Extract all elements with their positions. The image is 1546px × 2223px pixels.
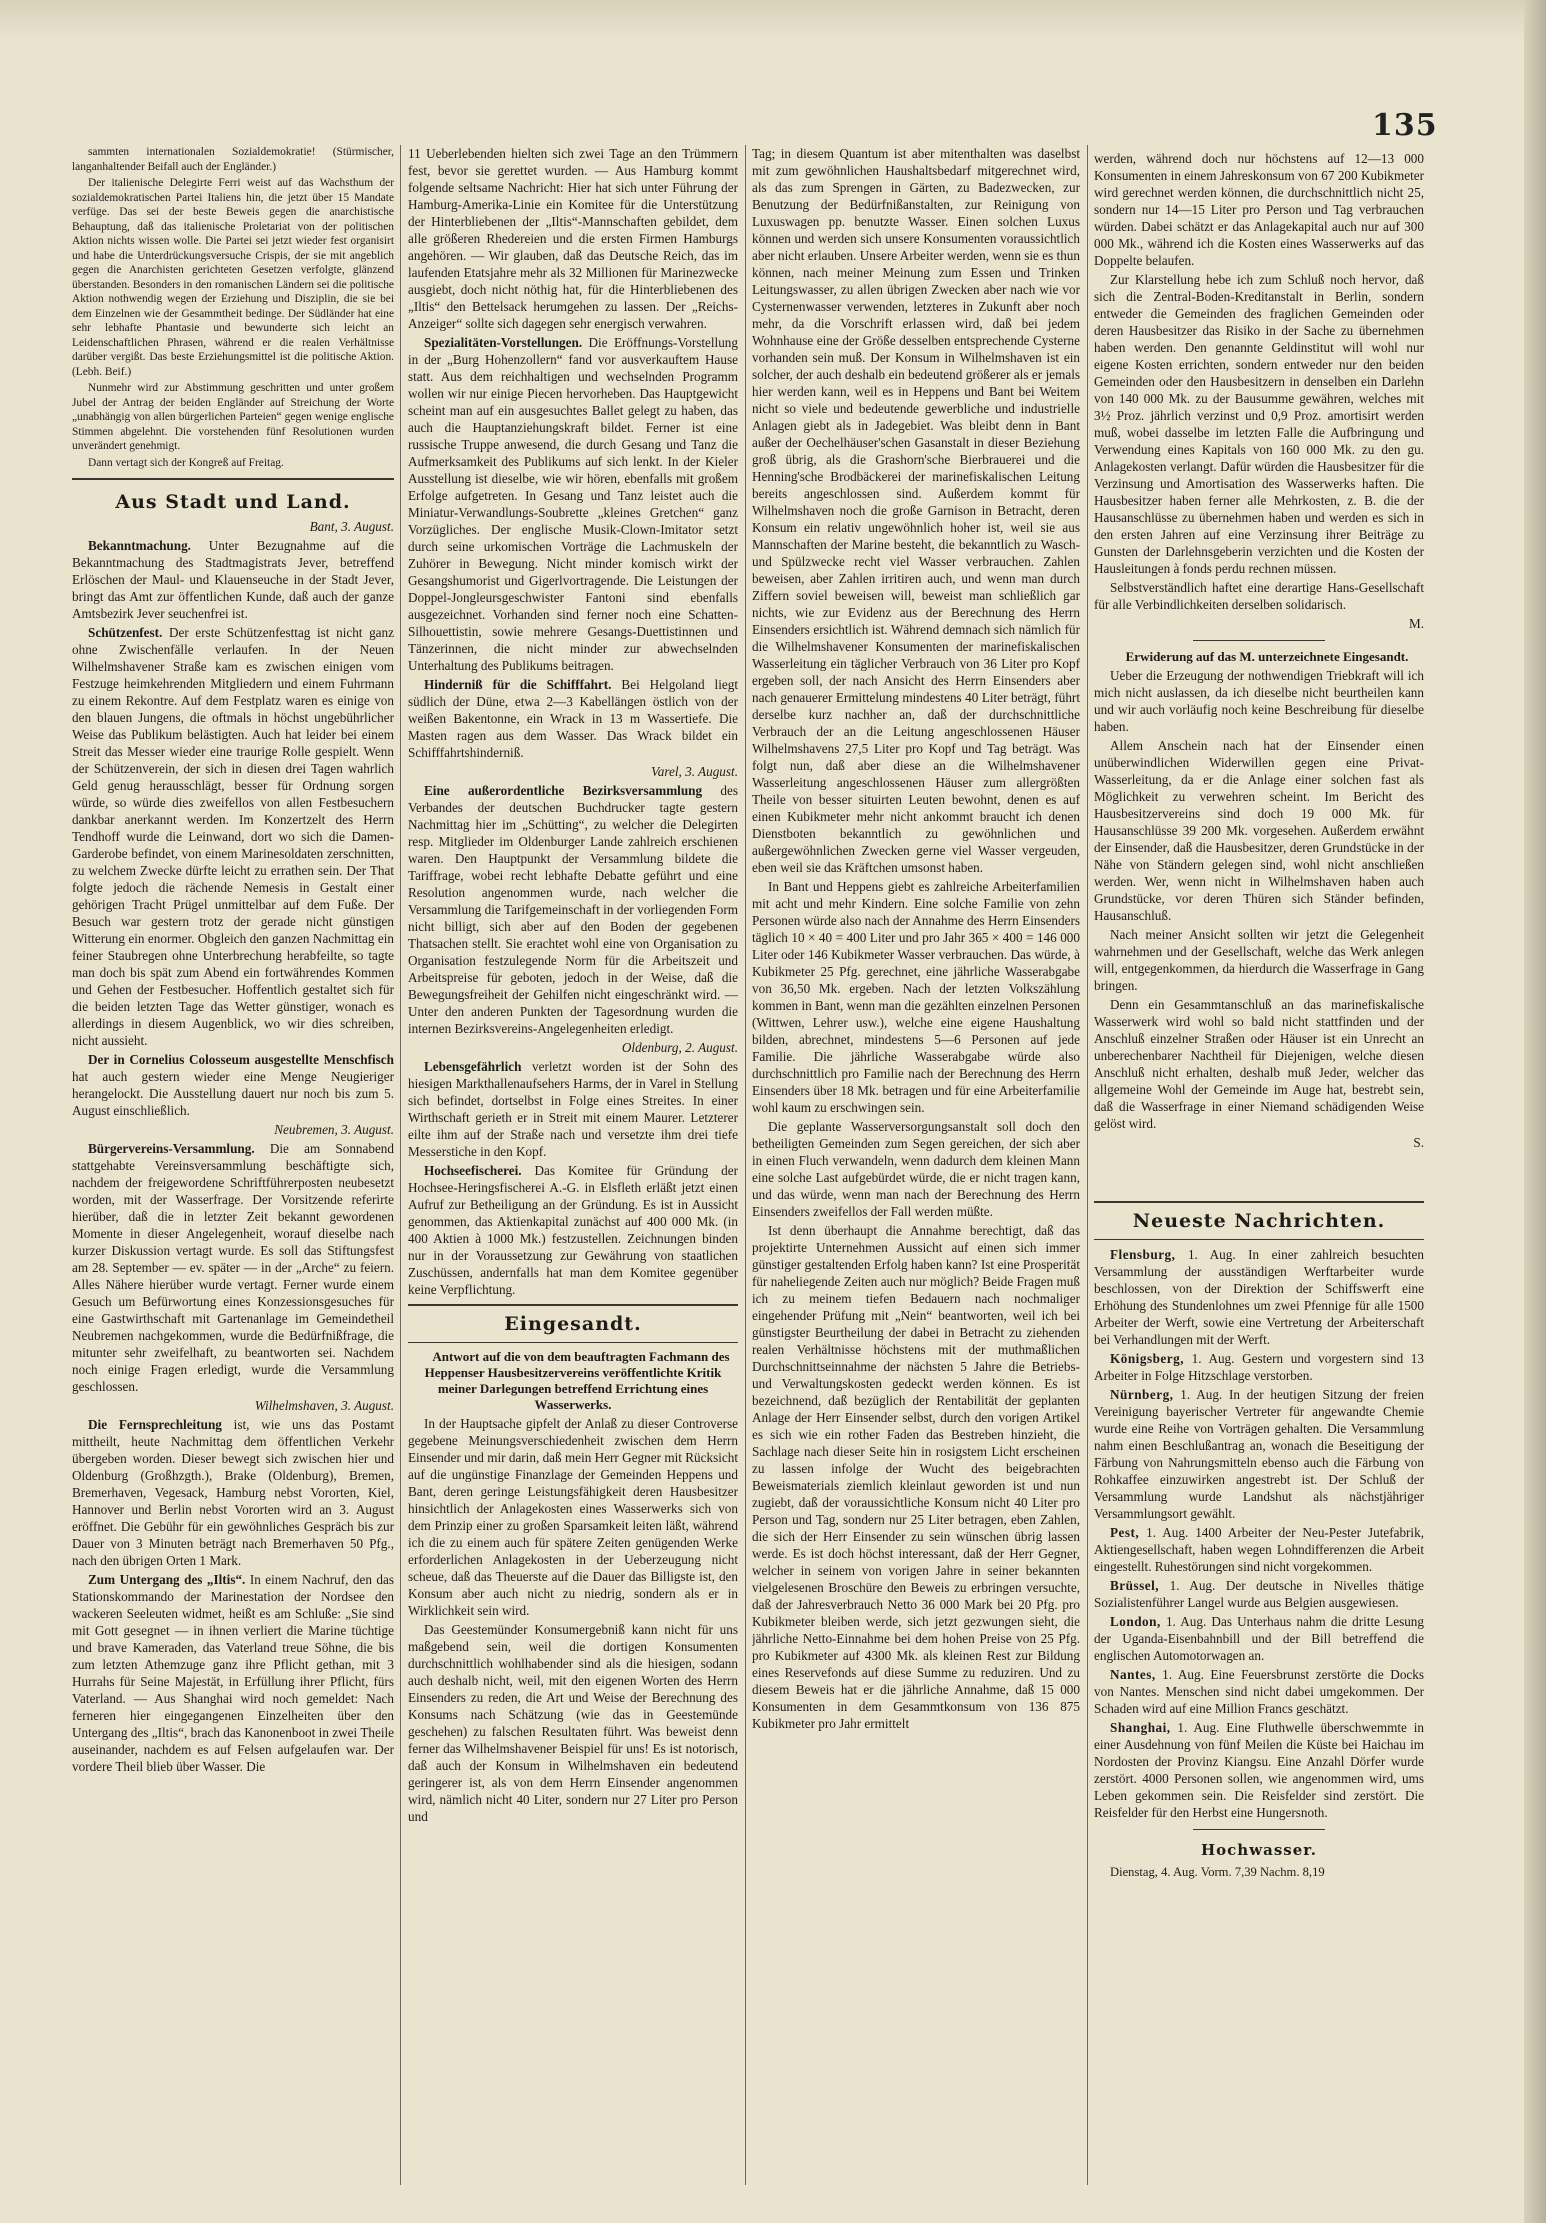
article-paragraph: Dann vertagt sich der Kongreß auf Freitag. [88,456,284,469]
page-edge-top [0,0,1546,40]
article-paragraph: Spezialitäten-Vorstellungen. Die Eröffnungs-Vorstellung in der „Burg Hohenzollern“ fand vor ausverkauftem Hause statt. Aus dem reichhaltigen und wechselnden Programm wollen wir nur einige Piecen hervorheben. Das Hauptgewicht scheint man auf ein ausgesuchtes Ballet gelegt zu haben, das auch die Hauptanziehungskraft bildet. Ferner ist eine russische Truppe anwesend, die durch Gesang und Tanz die Aufmerksamkeit des Publikums auf sich lenkt. In der Kieler Ausstellung ist dieselbe, wie wir hören, ebenfalls mit großem Erfolge aufgetreten. In Gesang und Tanz leistet auch die Miniatur-Verwandlungs-Soubrette „kleines Gretchen“ ganz Vorzügliches. Der englische Musik-Clown-Imitator setzt durch seine urkomischen Vorträge die Lachmuskeln der Zuhörer in Bewegung. Nicht minder komisch wirkt der Gesangshumorist und Gigerlvortragende. Die Leistungen der Doppel-Jongleursgeschwister Fantoni sind ebenfalls ausgezeichnet. Vorhanden sind ferner noch eine Schatten-Silhouettistin, sowie mehrere Gesangs-Duettistinnen und Tänzerinnen, die nicht minder zur abwechselnden Unterhaltung des Publikums beitragen. [408,335,738,673]
article-paragraph: Hinderniß für die Schifffahrt. Bei Helgoland liegt südlich der Düne, etwa 2—3 Kabellängen östlich von der weißen Bakentonne, ein Wrack in 13 m Wassertiefe. Die Masten ragen aus dem Wasser. Das Wrack bildet ein Schifffahrtshinderniß. [408,677,738,760]
news-location: Königsberg, [1110,1351,1185,1366]
article-paragraph: Nunmehr wird zur Abstimmung geschritten und unter großem Jubel der Antrag der beiden Engländer auf Streichung der Worte „unabhängig von allen bürgerlichen Parteien“ gegen wenige englische Stimmen abgelehnt. Die vorstehenden fünf Resolutionen wurden unverändert genehmigt. [72,382,394,452]
article-paragraph: Der in Cornelius Colosseum ausgestellte Menschfisch hat auch gestern wieder eine Menge Neugieriger herangelockt. Die Ausstellung dauert nur noch bis zum 5. August einschließlich. [72,1052,394,1118]
article-paragraph: Schützenfest. Der erste Schützenfesttag ist nicht ganz ohne Zwischenfälle verlaufen. In der Neuen Wilhelmshavener Straße kam es zwischen einigen vom Festzuge heimkehrenden Mitgliedern und einem Fuhrmann zu einem Rekontre. Auf dem Festplatz waren es einige von den blauen Jungens, die oftmals in höchst ungebührlicher Weise das Publikum belästigten. Auch hat leider bei einem Streit das Messer wieder eine traurige Rolle gespielt. Wenn der Schützenverein, der sich in diesen drei Tagen wahrlich Geld genug herausschlägt, besser für Ordnung sorgen würde, so würde dies zweifellos von allen Festbesuchern dankbar anerkannt werden. Im Konzertzelt des Herrn Tendhoff wurde die Leinwand, dort wo sich die Damen-Garderobe befindet, von einem Marinesoldaten zerschnitten, zu welchem Zwecke dürfte leicht zu errathen sein. Der That folgte jedoch die rächende Nemesis in Gestalt einer gehörigen Tracht Prügel unmittelbar auf dem Fuße. Der Besuch war gestern trotz der gerade nicht günstigen Witterung ein enormer. Obgleich den ganzen Nachmittag ein feiner Staubregen ohne Unterbrechung herabfeilte, so tagte man doch bis spät zum Abend ein fortwährendes Kommen und Gehen der Festbesucher. Hoffentlich gestaltet sich für die beiden letzten Tage das Wetter günstiger, wonach es allerdings in diesem Augenblick, wo wir dies schreiben, nicht aussieht. [72,625,394,1048]
article-paragraph: Das Geestemünder Konsumergebniß kann nicht für uns maßgebend sein, weil die dortigen Konsumenten durchschnittlich wohlhabender sind als die hiesigen, sodann auch deshalb nicht, weil, mit den eigenen Worten des Herrn Einsenders zu reden, die Art und Weise der Berechnung des Konsums nach Schätzung (wie das in Geestemünde geschehen) zu falschen Resultaten führt. Was beweist denn ferner das Wilhelmshavener Beispiel für uns! Es ist notorisch, daß auch der Konsum in Wilhelmshaven ein bedeutend geringerer ist, als von dem Herrn Einsender angenommen wird, nämlich nicht 40 Liter, sondern nur 27 Liter pro Person und [408,1622,738,1824]
article-paragraph: Die Fernsprechleitung ist, wie uns das Postamt mittheilt, heute Nachmittag dem öffentlichen Verkehr übergeben worden. Dieser bewegt sich zwischen hier und Oldenburg (Großhzgth.), Brake (Oldenburg), Bremen, Bremerhaven, Vegesack, Hamburg nebst Vororten, Kiel, Hannover und Berlin nebst Vororten wird an 3. August eröffnet. Die Gebühr für ein gewöhnliches Gespräch bis zur Dauer von 3 Minuten beträgt nach Bremerhaven 50 Pfg., nach den übrigen Orten 1 Mark. [72,1417,394,1568]
article-paragraph: Zum Untergang des „Iltis“. In einem Nachruf, den das Stationskommando der Marinestation der Nordsee den wackeren Seeleuten widmet, heißt es am Schluße: „Sie sind mit Gott gesegnet — in ihnen verliert die Marine tüchtige und brave Kameraden, das Vaterland treue Söhne, die bis zum letzten Athemzuge ganz ihre Pflicht gethan, mit 3 Hurrahs für Seine Majestät, in Erfüllung ihrer Pflicht, fürs Vaterland. — Aus Shanghai wird noch gemeldet: Nach ferneren hier eingegangenen Einzelheiten über den Untergang des „Iltis“, brach das Kanonenboot in zwei Theile auseinander, nachdem es auf Felsen aufgelaufen war. Der vordere Theil blieb über Wasser. Die [72,1572,394,1774]
article-paragraph: Der italienische Delegirte Ferri weist auf das Wachsthum der sozialdemokratischen Partei Italiens hin, die jetzt über 15 Mandate verfüge. Das sei der beste Beweis gegen die anarchistische Behauptung, daß das italienische Proletariat von der politischen Aktion nichts wissen wolle. Die Partei sei jetzt wieder fest organisirt und habe die Unterdrückungsversuche Crispis, der sie mit angeblich gegen die Anarchisten gerichteten Gesetzen verfolgte, glänzend überstanden. Besonders in den romanischen Ländern sei die politische Aktion nothwendig wegen der Erziehung und Disziplin, die sie bei dem Einzelnen wie der Gesammtheit bedinge. Der Südländer hat eine sehr lebhafte Phantasie und bewunderte sich leicht an Leidenschaftlichen Phrasen, während er die realen Verhältnisse darüber vergißt. Das beste Erziehungsmittel ist die politische Aktion. (Lebh. Beif.) [72,177,394,378]
news-location: Nürnberg, [1110,1387,1174,1402]
article-paragraph: Zur Klarstellung hebe ich zum Schluß noch hervor, daß sich die Zentral-Boden-Kreditanstalt in Berlin, sondern entweder die Gemeinden des fraglichen Gemeinden oder deren Hausbesitzer das Risiko in der Sache zu übernehmen haben werden. Den genannte Geldinstitut will wohl nur eigene Kosten errichten, sondern entweder nur den beiden Gemeinden oder den Hausbesitzern in denselben ein Darlehn von 140 000 Mk. zu der Bausumme gewähren, welches mit 3½ Proz. jährlich verzinst und 0,9 Proz. amortisirt werden muß, wobei dasselbe im letzten Falle die Aufbringung und Verwendung eines Kapitals von 160 000 Mk. zu den gu. Anlagekosten verlangt. Dafür würden die Hausbesitzer für die Verzinsung und Amortisation des Wasserwerks haften. Die Hausbesitzer haben ferner alle Mehrkosten, z. B. die der Hausanschlüsse zu übernehmen haben und werden es sich in den ersten Jahren auf eine Verzinsung ihrer Beiträge zu Gunsten der Darlehnsgeberin verzichten und die Kosten der Hausleitungen à fonds perdu rechnen müssen. [1094,272,1424,576]
article-paragraph: 11 Ueberlebenden hielten sich zwei Tage an den Trümmern fest, bevor sie gerettet wurden. — Aus Hamburg kommt folgende seltsame Nachricht: Hier hat sich unter Führung der Hamburg-Amerika-Linie ein Komitee für die Unterstützung der Hinterbliebenen der „Iltis“-Mannschaften gebildet, dem alle größeren Rhedereien und die ersten Firmen Hamburgs angehören. — Wir glauben, daß das Deutsche Reich, das im laufenden Etatsjahre mehr als 32 Millionen für Marinezwecke ausgiebt, doch nicht nöthig hat, für die Hinterbliebenen des „Iltis“ den Bettelsack herumgehen zu lassen. Der „Reichs-Anzeiger“ sollte sich dagegen sehr energisch verwahren. [408,146,738,331]
page-edge-right [1524,0,1546,2223]
article-paragraph: Nach meiner Ansicht sollten wir jetzt die Gelegenheit wahrnehmen und der Gesellschaft, welche das Werk anlegen will, entgegenkommen, da hierdurch die Wasserfrage in Gang bringen. [1094,927,1424,993]
article-keyword: Zum Untergang des „Iltis“. [88,1572,246,1587]
section-title-letters: Eingesandt. [504,1313,642,1335]
article-paragraph: Hochseefischerei. Das Komitee für Gründung der Hochsee-Heringsfischerei A.-G. in Elsfleth erläßt jetzt einen Aufruf zur Betheiligung an der Gründung. Es ist in Aussicht genommen, das Aktienkapital zunächst auf 400 000 Mk. (in 400 Aktien à 1000 Mk.) festzustellen. Zeichnungen binden nur in der Voraussetzung zur Gewährung von staatlichen Zuschüssen, andernfalls hat man dem Komitee gegenüber keine Verpflichtung. [408,1163,738,1297]
news-item: Königsberg, 1. Aug. Gestern und vorgestern sind 13 Arbeiter in Folge Hitzschlage verstorben. [1094,1351,1424,1383]
news-item: London, 1. Aug. Das Unterhaus nahm die dritte Lesung der Uganda-Eisenbahnbill und der Bill betreffend die englischen Automotorwagen an. [1094,1614,1424,1663]
article-keyword: Lebensgefährlich [424,1059,522,1074]
article-divider [1193,1829,1325,1830]
article-paragraph: werden, während doch nur höchstens auf 12—13 000 Konsumenten in einem Jahreskonsum von 67 200 Kubikmeter wird gerechnet werden können, die durchschnittlich nicht 25, sondern nur 14—15 Liter pro Person und Tag verbrauchen würden. Dabei schätzt er das Anlagekapital auch nur auf 300 000 Mk., während ich die Kosten eines Wasserwerks auf das Doppelte belaufen. [1094,151,1424,268]
column-3 [752,145,1080,2190]
column-5 [1094,1195,1424,2190]
article-paragraph: Eine außerordentliche Bezirksversammlung des Verbandes der deutschen Buchdrucker tagte gestern Nachmittag hier im „Schütting“, zu welcher die Delegirten resp. Mitglieder im Oldenburger Lande zahlreich erschienen waren. Den Hauptpunkt der Versammlung bildete die Tariffrage, wobei recht lebhafte Debatte geführt und eine Resolution angenommen wurde, nach welcher die Versammlung die Tarifgemeinschaft in der vorliegenden Form nicht billigt, sich aber auf den Boden der gegebenen Thatsachen stellt. Sie erachtet wohl eine von Organisation zu Organisation festzulegende Norm für die Arbeitszeit und Arbeitspreise für geboten, jedoch in der Weise, daß die Bewegungsfreiheit der Gehilfen nicht eingeschränkt wird. — Unter den anderen Punkten der Tagesordnung wurden die internen Bezirksvereins-Angelegenheiten erledigt. [408,783,738,1036]
news-item: Brüssel, 1. Aug. Der deutsche in Nivelles thätige Sozialistenführer Langel wurde aus Belgien ausgewiesen. [1094,1578,1424,1610]
article-paragraph: Ueber die Erzeugung der nothwendigen Triebkraft will ich mich nicht auslassen, da ich dieselbe nicht beurtheilen kann und wir auch vorläufig noch keine Beschreibung für dieselbe haben. [1094,668,1424,734]
article-keyword: Die Fernsprechleitung [88,1417,222,1432]
article-paragraph: Die geplante Wasserversorgungsanstalt soll doch den betheiligten Gemeinden zum Segen gereichen, der sich aber in einen Fluch verwandeln, wenn dadurch dem kleinen Mann eine solche Last aufgebürdet würde, die er nicht tragen kann, und das würde, wenn man nach der Berechnung des Herrn Einsenders zweifellos der Fall werden müßte. [752,1119,1080,1219]
article-keyword: Eine außerordentliche Bezirksversammlung [424,783,703,798]
section-title-latest-news: Neueste Nachrichten. [1132,1210,1386,1232]
column-2 [408,145,738,2190]
dateline: Varel, 3. August. [651,764,738,779]
article-keyword: Der in Cornelius Colosseum ausgestellte Menschfisch [88,1052,394,1067]
signature: S. [1413,1135,1424,1150]
column-1 [72,145,394,2190]
article-keyword: Hinderniß für die Schifffahrt. [424,677,612,692]
article-keyword: Hochseefischerei. [424,1163,522,1178]
article-paragraph: Denn ein Gesammtanschluß an das marinefiskalische Wasserwerk wird wohl so bald nicht stattfinden und der Anschluß einzelner Straßen oder Häuser ist ein Unrecht an unberechenbarer Nachtheil für Diejenigen, welche diesen Anschluß nicht erhalten, deshalb muß Jeder, welcher das allgemeine Wohl der Gemeinde im Auge hat, bestrebt sein, daß die Wasserfrage in einer Niemand schädigenden Weise gelöst wird. [1094,997,1424,1131]
column-4 [1094,150,1424,1190]
dateline: Bant, 3. August. [309,519,394,534]
news-location: Brüssel, [1110,1578,1160,1593]
column-rule [1087,145,1088,2185]
column-rule [745,145,746,2185]
article-keyword: Spezialitäten-Vorstellungen. [424,335,583,350]
article-paragraph: Tag; in diesem Quantum ist aber mitenthalten was daselbst mit zum gewöhnlichen Haushaltsbedarf mitgerechnet wird, als das zum Sprengen in Gärten, zu Badezwecken, zur Benutzung der Bedürfnißanstalten, zur Reinigung von Luxuswagen pp. benutzte Wasser. Einen solchen Luxus können und werden sich unsere Konsumenten voraussichtlich aber nicht erlauben. Unsere Arbeiter werden, wenn sie es thun können, nach meiner Meinung zum Essen und Trinken Leitungswasser, zu allen übrigen Zwecken aber nach wie vor Cysternenwasser verwenden, letzteres in Zukunft aber noch mehr, da die Vorschrift erlassen wird, daß bei jedem Wohnhause eine der Größe desselben entsprechende Cysterne vorhanden sein muß. Der Konsum in Wilhelmshaven ist ein solcher, der auch deshalb ein bedeutend größerer als er jemals hier werden kann, weil es in Heppens und Bant bei Weitem nicht so viele und bedeutende gewerbliche und industrielle Anlagen giebt als in Jadegebiet. Was bleibt denn in Bant außer der Oechelhäuser'schen Gasanstalt in dieser Beziehung groß übrig, als die Grashorn'sche Bierbrauerei und die Henning'sche Brodbäckerei der marinefiskalischen Leitung bereits angeschlossen sind. Außerdem kommt für Wilhelmshaven noch die große Garnison in Betracht, deren Konsum ein relativ ungewöhnlich hoher ist, weil sie aus Mannschaften der Marine besteht, die bekanntlich zu Wasch- und Spülzwecke recht viel Wasser verbrauchen. Zahlen beweisen, aber Zahlen irritiren auch, und wenn man durch Ziffern soviel beweisen will, beweist man schließlich gar nichts, wie zur Evidenz aus der Berechnung des Herrn Einsenders ersichtlich ist. Während demnach sich nämlich für die Wilhelmshavener Konsumenten der marinefiskalischen Wasserleitung ein täglicher Verbrauch von 36 Liter pro Kopf ergeben soll, der nach Ansicht des Herrn Einsenders aber nach genauerer Ermittelung mindestens 40 Liter beträgt, führt derselbe kurz nachher an, daß der durchschnittliche Verbrauch der an die Leitung angeschlossenen Häuser Wilhelmshavens 27,5 Liter pro Kopf und Tag beträgt. Was folgt nun, daß aber diese an die Wilhelmshavener Wasserleitung angeschlossenen Häuser zum allergrößten Theile von besser situirten Leuten bewohnt, denen es auf einen Kubikmeter mehr nicht ankommt braucht ich denen Dienstboten bekanntlich zu gewöhnlichen und außergewöhnlichen Zwecken gerne viel Wasser vergeuden, eben weil sie das Kräftchen umsonst haben. [752,146,1080,875]
page-number: 135 [1372,108,1438,143]
article-paragraph: sammten internationalen Sozialdemokratie! (Stürmischer, langanhaltender Beifall auch der Engländer.) [72,146,394,173]
column-rule [400,145,401,2185]
news-item: Pest, 1. Aug. 1400 Arbeiter der Neu-Pester Jutefabrik, Aktiengesellschaft, haben wegen Lohndifferenzen die Arbeit eingestellt. Ruhestörungen sind nicht vorgekommen. [1094,1525,1424,1574]
article-keyword: Bürgervereins-Versammlung. [88,1141,255,1156]
tide-title: Hochwasser. [1200,1841,1318,1859]
news-location: Flensburg, [1110,1247,1176,1262]
dateline: Wilhelmshaven, 3. August. [254,1398,394,1413]
news-location: Nantes, [1110,1667,1156,1682]
news-item: Shanghai, 1. Aug. Eine Fluthwelle überschwemmte in einer Ausdehnung von fünf Meilen die Küste bei Haichau im Nordosten der Provinz Kiangsu. Eine Anzahl Dörfer wurde zerstört. 4000 Personen sollen, wie angenommen wird, ums Leben gekommen sein. Die Reisfelder sind zerstört. Die Reisfelder für den Herbst eine Hungersnoth. [1094,1720,1424,1820]
article-paragraph: Selbstverständlich haftet eine derartige Hans-Gesellschaft für alle Verbindlichkeiten derselben solidarisch. [1094,580,1424,612]
article-paragraph: Bürgervereins-Versammlung. Die am Sonnabend stattgehabte Vereinsversammlung beschäftigte sich, nachdem der freigewordene Schriftführerposten neubesetzt worden, mit der Wasserfrage. Der Vorsitzende referirte hierüber, daß die in letzter Zeit bekannt gewordenen Momente in dieser Angelegenheit, worauf dieselbe nach kurzer Diskussion vertagt wurde. Es soll das Stiftungsfest am 28. September — ev. später — in der „Arche“ zu feiern. Alles Nähere hierüber wurde vertagt. Ferner wurde einem Gesuch um Befürwortung eines Konzessionsgesuches für eine Gastwirthschaft mit Gartenanlage im Gemeindetheil Neubremen nachgekommen, wurde die Bedürfnißfrage, die mitunter sehr zweifelhaft, zu beantworten sei. Nachdem noch einige Fragen erledigt, wurde die Versammlung geschlossen. [72,1141,394,1394]
news-location: Pest, [1110,1525,1140,1540]
signature: M. [1408,616,1424,631]
section-title-local-news: Aus Stadt und Land. [115,491,351,513]
article-paragraph: In der Hauptsache gipfelt der Anlaß zu dieser Controverse gegebene Meinungsverschiedenheit zwischen dem Herrn Einsender und mir darin, daß mein Herr Gegner mit Rücksicht auf die ungünstige Finanzlage der Gemeinden Heppens und Bant, deren geringe Leistungsfähigkeit deren Hausbesitzer hinsichtlich der Anlagekosten eines Wasserwerks sich von dem Prinzip einer zu großen Sparsamkeit leiten läßt, während ich die zu einem auch für spätere Zeiten genügenden Werke erforderlichen Anlagekosten in der Ueberzeugung nicht scheue, daß das Theuerste auf die Dauer das Billigste ist, den Konsum aber auch nicht zu niedrig, sondern als er in Wirklichkeit sein wird. [408,1416,738,1618]
news-location: London, [1110,1614,1161,1629]
article-keyword: Schützenfest. [88,625,163,640]
news-item: Nantes, 1. Aug. Eine Feuersbrunst zerstörte die Docks von Nantes. Menschen sind nicht dabei umgekommen. Der Schaden wird auf eine Million Francs geschätzt. [1094,1667,1424,1716]
news-location: Shanghai, [1110,1720,1171,1735]
news-item: Nürnberg, 1. Aug. In der heutigen Sitzung der freien Vereinigung bayerischer Vertreter für angewandte Chemie wurde eine Reihe von Vorträgen gehalten. Die Versammlung nahm einen Beschlußantrag an, wonach die Beseitigung der Färbung von Nahrungsmitteln ebenso auch die Färbung von Rohkaffee einzuwirken angestrebt ist. Der Schluß der Versammlung wurde Landshut als nächstjähriger Versammlungsort gewählt. [1094,1387,1424,1521]
article-paragraph: Ist denn überhaupt die Annahme berechtigt, daß das projektirte Unternehmen Aussicht auf einen sich immer günstiger gestaltenden Erfolg haben kann? Ist eine Prosperität für naheliegende Zeiten auch nur möglich? Beide Fragen muß ich zu meinem tiefen Bedauern nach nochmaliger eingehender Prüfung mit „Nein“ beantworten, weil ich bei günstigster Beurtheilung der dabei in Betracht zu ziehenden realen Verhältnisse höchstens mit der muthmaßlichen Durchschnittseinnahme der nächsten 5 Jahre die Betriebs- und Verwaltungskosten gedeckt werden können. Es ist bezeichnend, daß bezüglich der Rentabilität der geplanten Anlage der Herr Einsender selbst, durch den vorigen Artikel es sich wie ein rother Faden das Bestreben hinzieht, die Sachlage nach dieser Seite hin in rosigstem Licht erscheinen zu lassen infolge der Wucht des beigebrachten Beweismaterials ziemlich kleinlaut geworden ist und nun zugiebt, daß der voraussichtliche Konsum nicht 40 Liter pro Person und Tag, sondern nur 25 Liter betragen, eben Zahlen, die sich der Herr Einsender zu sein wünschen übrig lassen werde. Es ist doch höchst interessant, daß der Herr Gegner, welcher in seinem von vorigen Jahre in seiner bekannten vielgelesenen Broschüre den Beweis zu erbringen versuchte, daß der Jahresverbrauch Netto 36 000 Mark bei 20 Pfg. pro Kubikmeter bleiben werde, sich jetzt gezwungen sieht, die jährliche Netto-Einnahme bei dem hohen Preise von 25 Pfg. pro Kubikmeter auf 4300 Mk. als kleinen Rest zur Bildung eines Reservefonds auf diese Summe zu reduziren. Und zu diesem Beweis hat er die jährliche Annahme, daß 15 000 Konsumenten in dem Gesammtkonsum von 136 875 Kubikmeter pro Jahr ermittelt [752,1223,1080,1731]
article-paragraph: Allem Anschein nach hat der Einsender einen unüberwindlichen Widerwillen gegen eine Privat-Wasserleitung, da er die Anlage einer solchen fast als Möglichkeit zu verwehren scheint. Im Bericht des Hausbesitzervereins sind doch 19 000 Mk. für Hausanschlüsse 39 200 Mk. vorgesehen. Außerdem erwähnt der Einsender, daß die Hausbesitzer, deren Grundstücke in der Nähe von Ständern gelegen sind, wohl nicht anschließen werden. Wer, wenn nicht in Wilhelmshaven haben auch Grundstücke, vor deren Thüren sich Ständer befinden, Hausanschluß. [1094,738,1424,923]
article-paragraph: In Bant und Heppens giebt es zahlreiche Arbeiterfamilien mit acht und mehr Kindern. Eine solche Familie von zehn Personen würde also nach der Annahme des Herrn Einsenders täglich 10 × 40 = 400 Liter und pro Jahr 365 × 400 = 146 000 Liter oder 146 Kubikmeter Wasser verbrauchen. Das würde, à Kubikmeter 25 Pfg. gerechnet, eine jährliche Wasserabgabe von 36,50 Mk. ergeben. Nach der letzten Volkszählung kommen in Bant, wenn man die gezählten einzelnen Personen (Wittwen, Lehrer usw.), welche eine eigene Haushaltung bilden, abrechnet, mindestens 5—6 Personen auf jede Familie. Die jährliche Wasserabgabe würde also durchschnittlich pro Familie nach der Berechnung des Herrn Einsenders über 18 Mk. betragen und für eine Arbeiterfamilie wohl kaum zu erschwingen sein. [752,879,1080,1115]
article-keyword: Bekanntmachung. [88,538,191,553]
section-divider [72,478,394,480]
article-divider [1193,640,1325,641]
letter-subheading: Erwiderung auf das M. unterzeichnete Eingesandt. [1125,649,1409,664]
letter-subheading: Antwort auf die von dem beauftragten Fachmann des Heppenser Hausbesitzervereins veröffentlichte Kritik meiner Darlegungen betreffend Errichtung eines Wasserwerks. [424,1349,730,1412]
article-paragraph: Lebensgefährlich verletzt worden ist der Sohn des hiesigen Markthallenaufsehers Harms, der in Varel in Stellung sich befindet, dortselbst in Folge eines Streites. In einer Wirthschaft gerieth er in Streit mit einem Maurer. Letzterer eilte ihm auf der Straße nach und versetzte ihm drei tiefe Messerstiche in den Kopf. [408,1059,738,1159]
dateline: Neubremen, 3. August. [274,1122,394,1137]
section-box [408,1304,738,1343]
tide-times: Dienstag, 4. Aug. Vorm. 7,39 Nachm. 8,19 [1110,1865,1325,1879]
article-paragraph: Bekanntmachung. Unter Bezugnahme auf die Bekanntmachung des Stadtmagistrats Jever, betreffend Erlöschen der Maul- und Klauenseuche in der Stadt Jever, bringt das Amt zur öffentlichen Kunde, daß auch der ganze Amtsbezirk Jever seuchenfrei ist. [72,538,394,621]
news-item: Flensburg, 1. Aug. In einer zahlreich besuchten Versammlung der ausständigen Werftarbeiter wurde beschlossen, von der Direktion der Schiffswerft eine Erhöhung des Stundenlohnes um zwei Pfennige für alle 1500 Arbeiter der Werft, sowie eine Vertretung der Arbeiterschaft bei Verhandlungen mit der Werft. [1094,1247,1424,1347]
dateline: Oldenburg, 2. August. [621,1040,738,1055]
section-box [1094,1201,1424,1240]
